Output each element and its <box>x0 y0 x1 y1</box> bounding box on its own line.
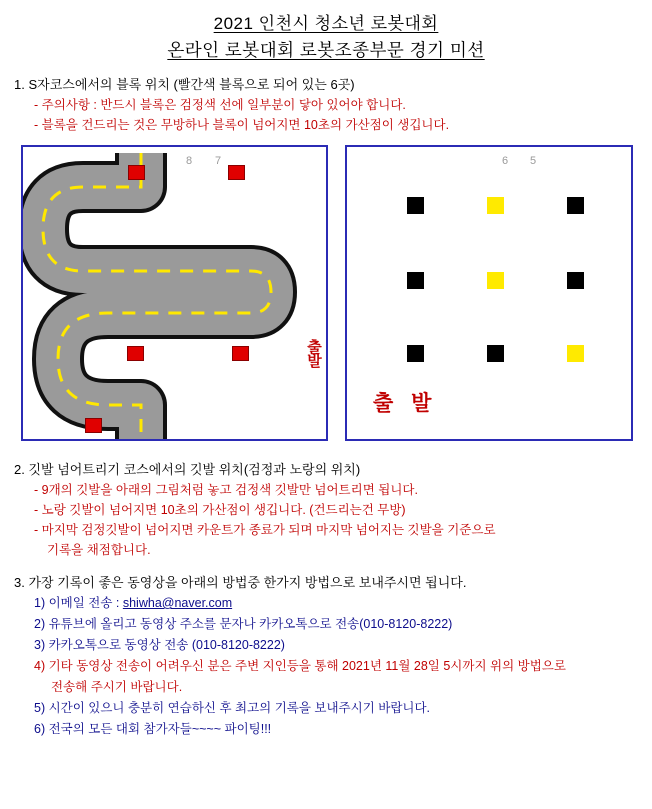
email-link[interactable]: shiwha@naver.com <box>122 596 233 610</box>
section-2-bullet-3: - 마지막 검정깃발이 넘어지면 카운트가 종료가 되며 마지막 넘어지는 깃발을 기준으로 <box>34 523 496 537</box>
send-option-other-cont: 전송해 주시기 바랍니다. <box>51 680 183 694</box>
block-marker <box>127 346 144 361</box>
s-course-edges <box>23 147 326 439</box>
flag-marker <box>487 345 504 362</box>
title-line-2: 온라인 로봇대회 로봇조종부문 경기 미션 <box>167 40 485 60</box>
section-1-bullet-1: - 주의사항 : 반드시 블록은 검정색 선에 일부분이 닿아 있어야 합니다. <box>34 98 406 112</box>
section-1-heading <box>14 74 642 95</box>
send-option-email-text: 1) 이메일 전송 : <box>34 596 123 610</box>
flag-marker <box>567 197 584 214</box>
flag-marker <box>407 345 424 362</box>
section-3 <box>14 572 642 740</box>
section-3-heading-text: 가장 기록이 좋은 동영상을 아래의 방법중 한가지 방법으로 보내주시면 됩니다. <box>28 575 467 590</box>
section-2-heading <box>14 459 642 480</box>
faint-label-6: 6 <box>502 155 509 167</box>
section-1-number: 1. <box>14 77 25 92</box>
section-2 <box>14 459 642 560</box>
edge-fill <box>43 153 271 439</box>
flag-marker <box>487 197 504 214</box>
flag-marker <box>567 272 584 289</box>
document-title <box>0 0 652 64</box>
section-1-bullet-2: - 블록을 건드리는 것은 무방하나 블록이 넘어지면 10초의 가산점이 생깁니다. <box>34 118 450 132</box>
section-1 <box>14 74 642 135</box>
section-1-heading-text: S자코스에서의 블록 위치 (빨간색 블록으로 되어 있는 6곳) <box>28 77 355 92</box>
section-3-heading <box>14 572 642 593</box>
send-option-email <box>34 593 642 614</box>
flag-marker <box>487 272 504 289</box>
send-option-youtube: 2) 유튜브에 올리고 동영상 주소를 문자나 카카오톡으로 전송(010-8120-8222) <box>34 617 453 631</box>
faint-label-8: 8 <box>186 155 193 167</box>
section-3-number: 3. <box>14 575 25 590</box>
section-2-heading-text: 깃발 넘어트리기 코스에서의 깃발 위치(검정과 노랑의 위치) <box>28 462 361 477</box>
block-marker <box>85 418 102 433</box>
section-2-bullet-1: - 9개의 깃발을 아래의 그림처럼 놓고 검정색 깃발만 넘어트리면 됩니다. <box>34 483 418 497</box>
finish-label: 출발 <box>305 339 322 367</box>
course-figures <box>0 145 652 441</box>
faint-label-7: 7 <box>215 155 222 167</box>
flag-marker <box>567 345 584 362</box>
section-2-bullet-2: - 노랑 깃발이 넘어지면 10초의 가산점이 생깁니다. (건드리는건 무방) <box>34 503 406 517</box>
flag-marker <box>407 272 424 289</box>
section-2-number: 2. <box>14 462 25 477</box>
s-course-figure <box>21 145 328 441</box>
flag-marker <box>407 197 424 214</box>
start-label: 출 발 <box>373 392 438 415</box>
send-option-other: 4) 기타 동영상 전송이 어려우신 분은 주변 지인등을 통해 2021년 11월 28일 5시까지 위의 방법으로 <box>34 659 566 673</box>
section-2-bullet-4: 기록을 채점합니다. <box>47 543 151 557</box>
title-line-1: 2021 인천시 청소년 로봇대회 <box>213 14 439 33</box>
block-marker <box>232 346 249 361</box>
faint-label-5: 5 <box>530 155 537 167</box>
send-option-practice: 5) 시간이 있으니 충분히 연습하신 후 최고의 기록을 보내주시기 바랍니다. <box>34 701 431 715</box>
send-option-kakao: 3) 카카오톡으로 동영상 전송 (010-8120-8222) <box>34 638 285 652</box>
send-option-cheer: 6) 전국의 모든 대회 참가자들~~~~ 파이팅!!! <box>34 722 272 736</box>
block-marker <box>128 165 145 180</box>
flag-course-figure <box>345 145 633 441</box>
block-marker <box>228 165 245 180</box>
